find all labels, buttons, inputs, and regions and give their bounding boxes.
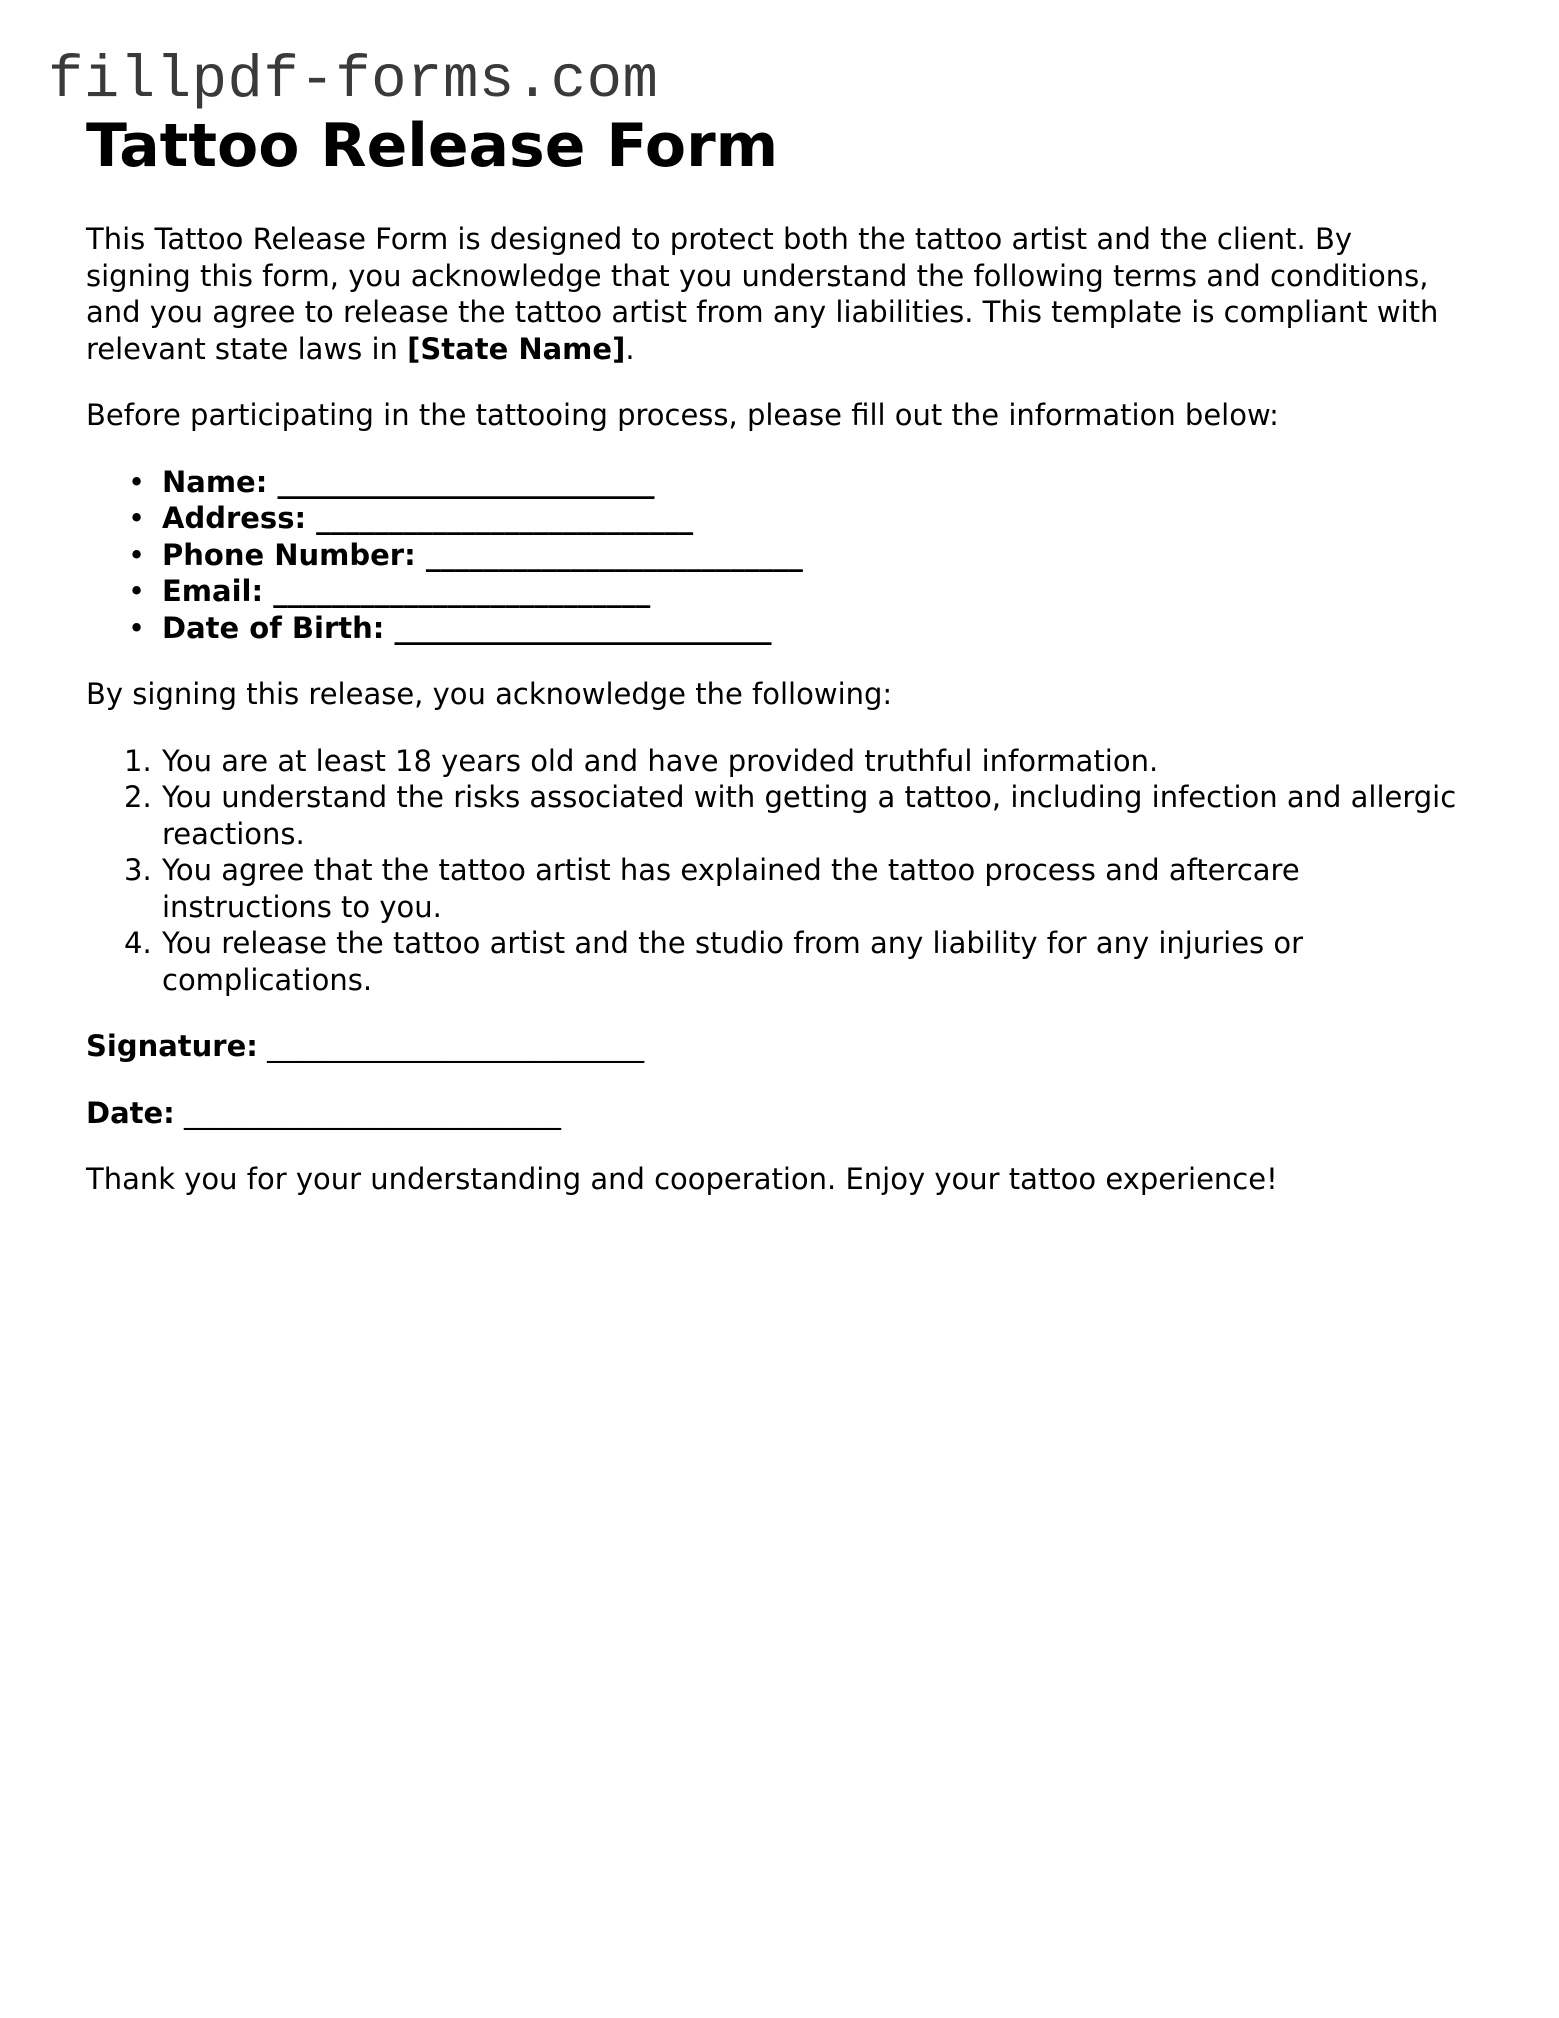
field-address xyxy=(128,500,1486,537)
signature-line xyxy=(86,1028,1486,1065)
term-number: 3. xyxy=(124,853,152,887)
acknowledgement-intro: By signing this release, you acknowledge the following: xyxy=(86,677,893,711)
field-label: Date of Birth: xyxy=(162,610,385,645)
field-blank[interactable]: __________________________ xyxy=(394,610,772,645)
bullet: • xyxy=(128,610,146,645)
field-blank[interactable]: __________________________ xyxy=(425,537,803,572)
field-label: Address: xyxy=(162,501,307,535)
term-text: You release the tattoo artist and the studio from any liability for any injuries or complications. xyxy=(162,926,1304,997)
term-number: 1. xyxy=(124,743,152,778)
signature-label: Signature: xyxy=(86,1029,258,1063)
field-label: Phone Number: xyxy=(162,537,416,572)
field-label: Name: xyxy=(162,464,268,499)
intro-period: . xyxy=(625,331,635,366)
term-text: You understand the risks associated with getting a tattoo, including infection and allergic reactions. xyxy=(162,780,1457,851)
watermark: fillpdf-forms.com xyxy=(48,47,659,114)
term-number: 2. xyxy=(124,780,152,814)
date-blank[interactable]: __________________________ xyxy=(184,1095,561,1130)
state-name-placeholder: [State Name] xyxy=(407,331,626,366)
term-item xyxy=(124,925,1472,998)
page-title: Tattoo Release Form xyxy=(86,111,779,181)
date-line xyxy=(86,1095,1486,1132)
signature-blank[interactable]: __________________________ xyxy=(267,1029,645,1063)
term-item xyxy=(124,779,1472,852)
intro-paragraph xyxy=(86,221,1466,367)
term-text: You are at least 18 years old and have provided truthful information. xyxy=(162,743,1159,778)
field-blank[interactable]: __________________________ xyxy=(316,501,694,535)
field-phone-number xyxy=(128,537,1486,574)
bullet: • xyxy=(128,464,146,499)
terms-list xyxy=(86,743,1486,999)
client-info-list xyxy=(86,464,1486,647)
term-number: 4. xyxy=(124,926,152,960)
field-date-of-birth xyxy=(128,610,1486,647)
intro-text: This Tattoo Release Form is designed to protect both the tattoo artist and the client. By signing this form, you acknowledge that you understand the following terms and conditions, and you agree to release the tattoo artist from any liabilities. This template is compliant with relevant state laws in xyxy=(86,222,1439,366)
bullet: • xyxy=(128,537,146,572)
term-text: You agree that the tattoo artist has explained the tattoo process and aftercare instructions to you. xyxy=(162,853,1300,924)
bullet: • xyxy=(128,574,146,608)
instructions-text: Before participating in the tattooing process, please fill out the information below: xyxy=(86,398,1279,432)
bullet: • xyxy=(128,501,146,535)
field-label: Email: xyxy=(162,574,264,608)
field-email xyxy=(128,573,1486,610)
term-item xyxy=(124,743,1472,780)
term-item xyxy=(124,852,1472,925)
document-body xyxy=(86,108,1486,1198)
date-label: Date: xyxy=(86,1095,175,1130)
field-blank[interactable]: __________________________ xyxy=(273,574,651,608)
field-blank[interactable]: __________________________ xyxy=(277,464,655,499)
field-name xyxy=(128,464,1486,501)
closing-text: Thank you for your understanding and cooperation. Enjoy your tattoo experience! xyxy=(86,1162,1278,1196)
